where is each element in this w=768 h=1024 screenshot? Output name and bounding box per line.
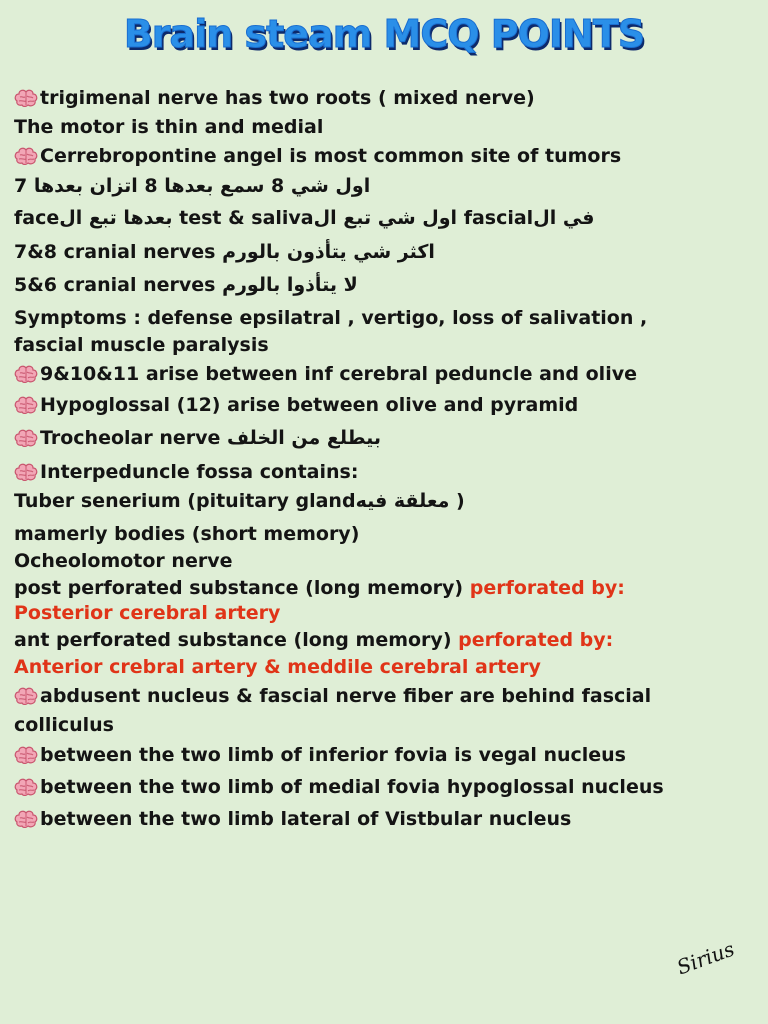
arabic-text: بيطلع من الخلف: [227, 427, 381, 449]
page-title: Brain steam MCQ POINTS: [123, 12, 645, 56]
arabic-text: معلقة فيه: [355, 490, 450, 512]
highlight-text: Anterior crebral artery & meddile cerebral artery: [14, 656, 541, 678]
highlight-text: Posterior cerebral artery: [14, 602, 281, 624]
note-line: [14, 362, 637, 386]
brain-icon: [14, 396, 38, 414]
brain-icon: [14, 429, 38, 447]
note-text: between the two limb lateral of Vistbular nucleus: [40, 808, 572, 830]
brain-icon: [14, 810, 38, 828]
arabic-text: اول شي تبع ال: [313, 207, 464, 229]
highlight-text: perforated by:: [458, 629, 614, 651]
note-text: 7&8 cranial nerves: [14, 241, 216, 263]
note-line: [14, 775, 664, 799]
note-text: Symptoms : defense epsilatral , vertigo, loss of salivation ,: [14, 307, 648, 329]
note-text: face: [14, 207, 60, 229]
note-text: abdusent nucleus & fascial nerve fiber are behind fascial: [40, 685, 652, 707]
note-line: [14, 333, 269, 357]
note-text: Ocheolomotor nerve: [14, 550, 233, 572]
brain-icon: [14, 746, 38, 764]
note-text: Tuber senerium (pituitary gland: [14, 490, 356, 512]
brain-icon: [14, 89, 38, 107]
note-line: [14, 393, 578, 417]
note-text: The motor is thin and medial: [14, 116, 324, 138]
note-text: Hypoglossal (12) arise between olive and pyramid: [40, 394, 579, 416]
note-text: mamerly bodies (short memory): [14, 523, 360, 545]
note-text: between the two limb of medial fovia hypoglossal nucleus: [40, 776, 664, 798]
arabic-text: اكثر شي يتأذون بالورم: [222, 241, 435, 263]
note-line: [14, 655, 541, 679]
note-line: [14, 522, 359, 546]
note-line: [14, 628, 613, 652]
note-line: [14, 743, 626, 767]
note-line: [14, 807, 571, 831]
note-text: ): [449, 490, 465, 512]
brain-icon: [14, 147, 38, 165]
note-line: [14, 549, 232, 573]
note-line: [14, 115, 323, 139]
note-line-arabic: [14, 174, 370, 198]
note-text: trigimenal nerve has two roots ( mixed nerve): [40, 87, 535, 109]
note-line: [14, 489, 465, 513]
arabic-text: بعدها تبع ال: [59, 207, 180, 229]
note-line: [14, 684, 651, 708]
mixed-text: [14, 207, 594, 229]
note-text: test & saliva: [179, 207, 314, 229]
note-line: [14, 460, 358, 484]
brain-icon: [14, 463, 38, 481]
note-line: [14, 426, 381, 450]
note-line: [14, 306, 647, 330]
note-line: [14, 273, 358, 297]
note-text: ant perforated substance (long memory): [14, 629, 459, 651]
highlight-text: perforated by:: [469, 577, 625, 599]
arabic-text: في ال: [533, 207, 595, 229]
brain-icon: [14, 778, 38, 796]
note-text: between the two limb of inferior fovia is vegal nucleus: [40, 744, 626, 766]
note-text: 5&6 cranial nerves: [14, 274, 216, 296]
note-line: [14, 206, 594, 230]
note-text: fascial muscle paralysis: [14, 334, 269, 356]
arabic-text: لا يتأذوا بالورم: [222, 274, 358, 296]
note-text: post perforated substance (long memory): [14, 577, 470, 599]
note-line: [14, 601, 280, 625]
note-line: [14, 576, 625, 600]
brain-icon: [14, 687, 38, 705]
signature: Sirius: [673, 936, 738, 980]
note-text: colliculus: [14, 714, 114, 736]
note-text: Cerrebropontine angel is most common site of tumors: [40, 145, 622, 167]
note-text: Trocheolar nerve: [40, 427, 221, 449]
arabic-text: اول شي 8 سمع بعدها 8 اتزان بعدها 7: [14, 175, 371, 197]
note-line: [14, 86, 535, 110]
note-line: [14, 713, 114, 737]
note-line: [14, 144, 621, 168]
note-text: fascial: [463, 207, 534, 229]
note-text: 9&10&11 arise between inf cerebral peduncle and olive: [40, 363, 637, 385]
brain-icon: [14, 365, 38, 383]
note-text: Interpeduncle fossa contains:: [40, 461, 359, 483]
note-line: [14, 240, 435, 264]
